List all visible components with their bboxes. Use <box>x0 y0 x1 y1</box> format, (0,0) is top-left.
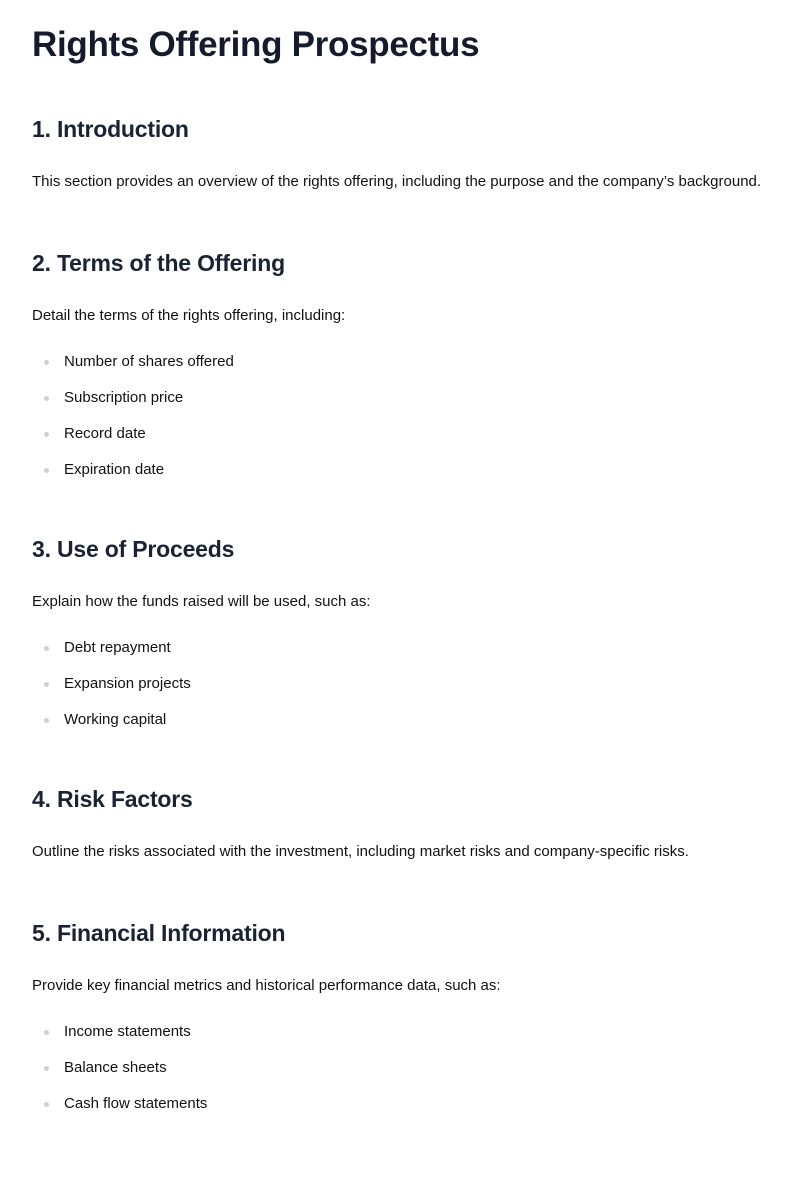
section-heading: 5. Financial Information <box>32 920 286 946</box>
section-heading: 4. Risk Factors <box>32 786 193 812</box>
list-item: Subscription price <box>32 386 768 410</box>
section-use-of-proceeds <box>32 534 768 732</box>
list-item: Record date <box>32 422 768 446</box>
list-item: Balance sheets <box>32 1056 768 1080</box>
document-title: Rights Offering Prospectus <box>32 25 480 64</box>
section-text: This section provides an overview of the rights offering, including the purpose and the company’s background. <box>32 173 762 190</box>
section-heading: 2. Terms of the Offering <box>32 250 285 276</box>
section-risk-factors <box>32 784 768 866</box>
section-text: Explain how the funds raised will be used, such as: <box>32 593 371 610</box>
section-text: Detail the terms of the rights offering, including: <box>32 307 346 324</box>
list-item: Cash flow statements <box>32 1092 768 1116</box>
section-terms-of-offering <box>32 248 768 482</box>
terms-list <box>32 350 768 482</box>
section-financial-information <box>32 918 768 1116</box>
list-item: Expansion projects <box>32 672 768 696</box>
financial-list <box>32 1020 768 1116</box>
section-text: Outline the risks associated with the investment, including market risks and company-specific risks. <box>32 843 689 860</box>
section-heading: 1. Introduction <box>32 116 189 142</box>
list-item: Income statements <box>32 1020 768 1044</box>
section-introduction <box>32 114 768 196</box>
list-item: Expiration date <box>32 458 768 482</box>
section-text: Provide key financial metrics and historical performance data, such as: <box>32 977 501 994</box>
list-item: Working capital <box>32 708 768 732</box>
section-heading: 3. Use of Proceeds <box>32 536 235 562</box>
list-item: Number of shares offered <box>32 350 768 374</box>
list-item: Debt repayment <box>32 636 768 660</box>
proceeds-list <box>32 636 768 732</box>
